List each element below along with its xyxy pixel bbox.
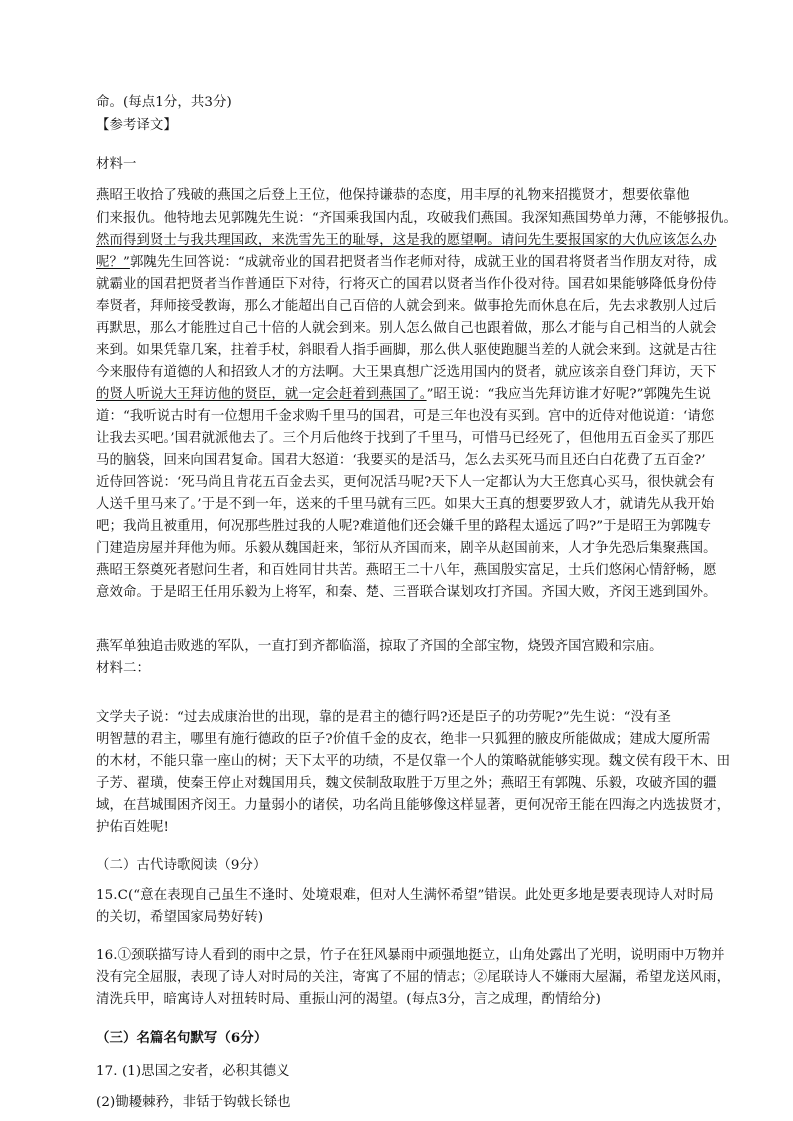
material-one-heading: 材料一 (96, 157, 137, 172)
answer-17: (2)锄耰棘矜，非铦于钩戟长铩也 (96, 1095, 291, 1110)
section-heading-poetry: （二）古代诗歌阅读（9分） (96, 858, 267, 873)
paragraph-line: 人送千里马来了。’于是不到一年，送来的千里马就有三匹。如果大王真的想要罗致人才，就请先从我开始 (96, 497, 715, 512)
section-heading-translation: 【参考译文】 (96, 118, 177, 133)
paragraph-line: 奉贤者，拜师接受教诲，那么才能超出自己百倍的人就会到来。做事抢先而休息在后，先去求教别人过后 (96, 299, 717, 314)
paragraph-line: 护佑百姓呢! (96, 820, 169, 835)
paragraph-line: 门建造房屋并拜他为师。乐毅从魏国赶来，邹衍从齐国而来，剧辛从赵国前来，人才争先恐后集聚燕国。 (96, 541, 717, 556)
answer-15: 15.C(“意在表现自己虽生不逢时、处境艰难，但对人生满怀希望”错误。此处更多地是要表现诗人对时局 (96, 888, 714, 903)
paragraph-line: 燕昭王祭奠死者慰问生者，和百姓同甘共苦。燕昭王二十八年，燕国殷实富足，士兵们悠闲心情舒畅，愿 (96, 563, 717, 578)
paragraph-line: 再默思，那么才能胜过自己十倍的人就会到来。别人怎么做自己也跟着做，那么才能与自己相当的人就会 (96, 321, 717, 336)
paragraph-line: 的贤人听说大王拜访他的贤臣，就一定会赶着到燕国了。”昭王说：“我应当先拜访谁才好呢?”郭隗先生说 (96, 387, 712, 402)
paragraph-line (96, 230, 736, 251)
answer-17: 17. (1)思国之安者，必积其德义 (96, 1064, 290, 1079)
paragraph-line: 燕军单独追击败逃的军队，一直打到齐都临淄，掠取了齐国的全部宝物，烧毁齐国宫殿和宗庙。 (96, 639, 663, 654)
underlined-translation: 的贤人听说大王拜访他的贤臣，就一定会赶着到燕国了。 (96, 387, 427, 402)
paragraph-line: 明智慧的君主，哪里有施行德政的臣子?价值千金的皮衣，绝非一只狐狸的腋皮所能做成；建成大厦所需 (96, 732, 711, 747)
paragraph-line: 域，在莒城围困齐闵王。力量弱小的诸侯，功名尚且能够像这样显著，更何况帝王能在四海之内选拔贤才， (96, 798, 731, 813)
paragraph-line: 文学夫子说：“过去成康治世的出现，靠的是君主的德行吗?还是臣子的功劳呢?”先生说：“没有圣 (96, 710, 672, 725)
paragraph-line: 今来服侍有道德的人和招致人才的方法啊。大王果真想广泛选用国内的贤者，就应该亲自登门拜访，天下 (96, 365, 717, 380)
paragraph-line: 就霸业的国君把贤者当作普通臣下对待，行将灭亡的国君以贤者当作仆役对待。国君如果能够降低身份侍 (96, 277, 717, 292)
underlined-translation: 呢？” (96, 255, 130, 270)
paragraph-line: 呢？”郭隗先生回答说：“成就帝业的国君把贤者当作老师对待，成就王业的国君将贤者当作朋友对待，成 (96, 255, 717, 270)
answer-16: 清洗兵甲，暗寓诗人对扭转时局、重振山河的渴望。(每点3分，言之成理，酌情给分) (96, 992, 601, 1007)
paragraph-line: 让我去买吧。’国君就派他去了。三个月后他终于找到了千里马，可惜马已经死了，但他用五百金买了那匹 (96, 431, 715, 446)
paragraph-line: 意效命。于是昭王任用乐毅为上将军，和秦、楚、三晋联合谋划攻打齐国。齐国大败，齐闵王逃到国外。 (96, 585, 717, 600)
paragraph-line: 道：“我听说古时有一位想用千金求购千里马的国君，可是三年也没有买到。宫中的近侍对他说道：‘请您 (96, 409, 715, 424)
answer-15: 的关切，希望国家局势好转) (96, 910, 264, 925)
paragraph-line: 燕昭王收拾了残破的燕国之后登上王位，他保持谦恭的态度，用丰厚的礼物来招揽贤才，想要依靠他 (96, 188, 690, 203)
paragraph-line: 近侍回答说：‘死马尚且肯花五百金去买，更何况活马呢?天下人一定都认为大王您真心买马，很快就会有 (96, 475, 715, 490)
paragraph-line: 马的脑袋，回来向国君复命。国君大怒道：‘我要买的是活马，怎么去买死马而且还白白花费了五百金?’ (96, 453, 706, 468)
paragraph-line: 们来报仇。他特地去见郭隗先生说：“齐国乘我国内乱，攻破我们燕国。我深知燕国势单力薄，不能够报仇。 (96, 211, 738, 226)
material-two-heading: 材料二： (96, 661, 150, 676)
paragraph-line: 吧；我尚且被重用，何况那些胜过我的人呢?难道他们还会嫌千里的路程太遥远了吗?”于是昭王为郭隗专 (96, 519, 712, 534)
answer-tail: 命。(每点1分，共3分) (96, 95, 232, 110)
answer-16: 16.①颈联描写诗人看到的雨中之景，竹子在狂风暴雨中顽强地挺立，山角处露出了光明，说明雨中万物并 (96, 948, 725, 963)
paragraph-line: 的木材，不能只靠一座山的树；天下太平的功绩，不是仅靠一个人的策略就能够实现。魏文侯有段干木、田 (96, 754, 731, 769)
underlined-translation: 然而得到贤士与我共理国政，来洗雪先王的耻辱，这是我的愿望啊。请问先生要报国家的大仇应该怎么办 (96, 233, 717, 248)
answer-16: 没有完全屈服，表现了诗人对时局的关注，寄寓了不屈的情志；②尾联诗人不嫌雨大屋漏，希望龙送风雨， (96, 970, 731, 985)
paragraph-line: 来到。如果凭靠几案，拄着手杖，斜眼看人指手画脚，那么供人驱使跑腿当差的人就会来到。这就是古往 (96, 343, 717, 358)
paragraph-line: 子芳、翟璜，使秦王停止对魏国用兵，魏文侯制敌取胜于万里之外；燕昭王有郭隗、乐毅，攻破齐国的疆 (96, 776, 717, 791)
section-heading-dictation: （三）名篇名句默写（6分） (96, 1030, 268, 1046)
